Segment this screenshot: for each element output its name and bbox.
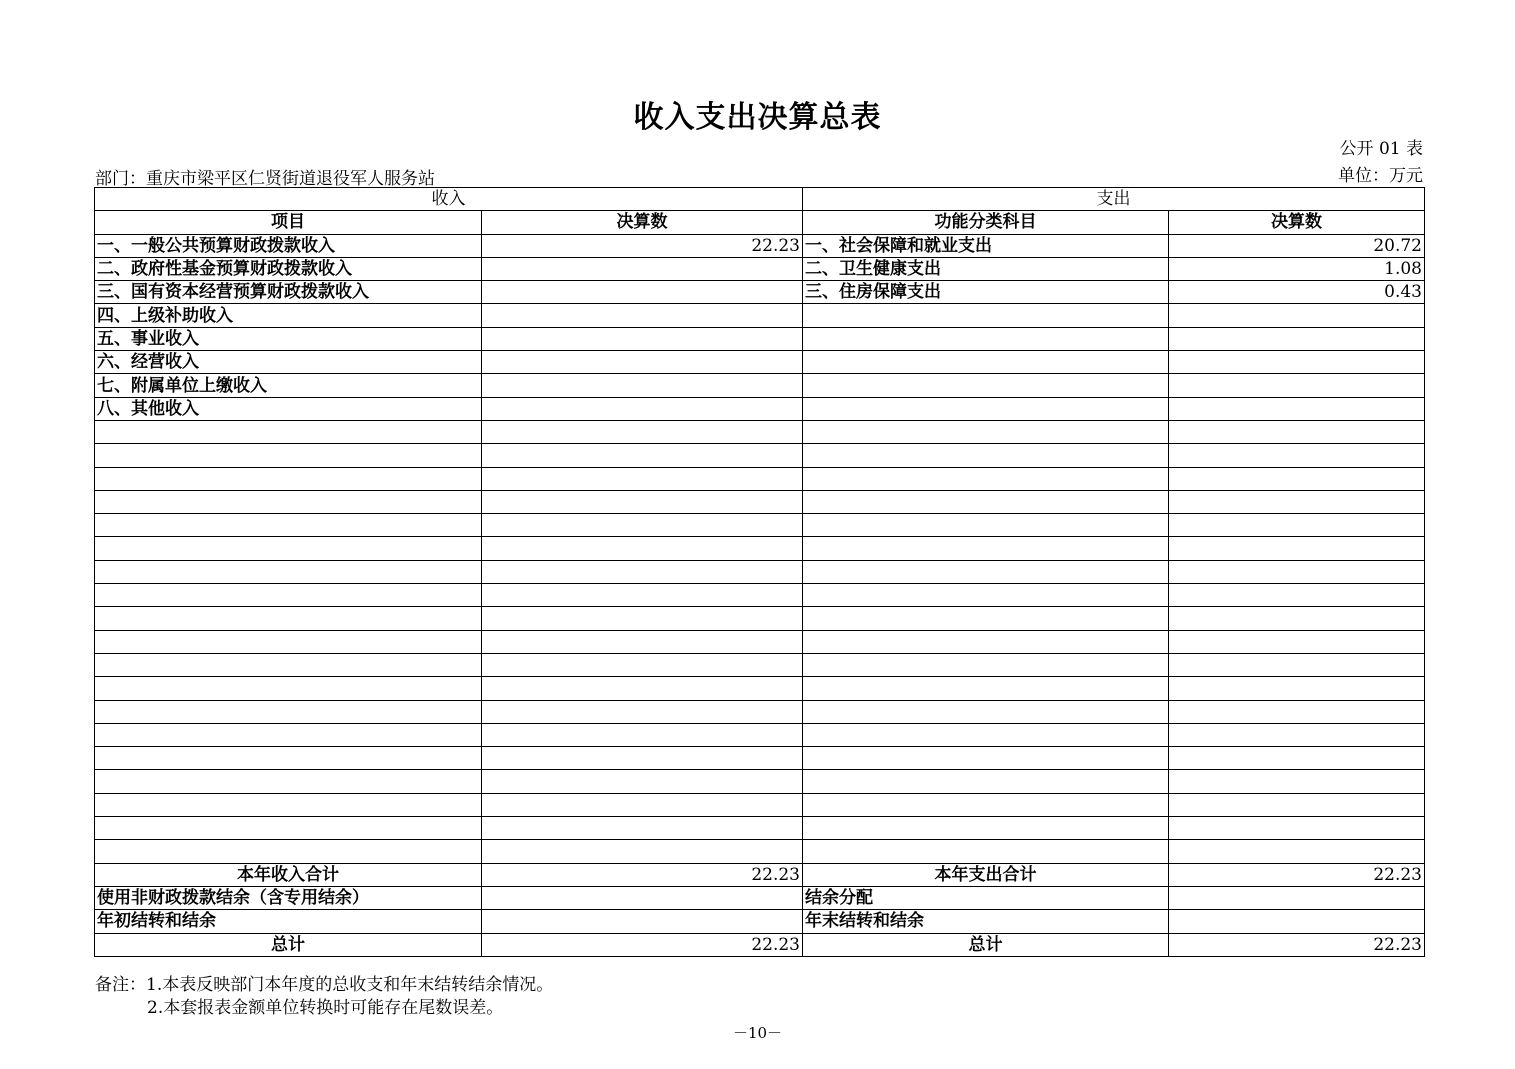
income-amount-cell xyxy=(482,257,803,280)
income-item-cell: 六、经营收入 xyxy=(95,351,482,374)
table-row xyxy=(95,770,1425,793)
table-row xyxy=(95,234,1425,257)
income-amount-cell xyxy=(482,747,803,770)
income-amount-cell xyxy=(482,723,803,746)
expense-amount-cell xyxy=(1169,467,1425,490)
income-amount-cell xyxy=(482,817,803,840)
note-line-2: 2.本套报表金额单位转换时可能存在尾数误差。 xyxy=(147,998,504,1018)
unit-label: 单位：万元 xyxy=(1338,166,1423,186)
income-amount-cell xyxy=(482,700,803,723)
expense-item-cell xyxy=(803,560,1169,583)
table-row xyxy=(95,257,1425,280)
table-row xyxy=(95,840,1425,863)
income-item-cell: 二、政府性基金预算财政拨款收入 xyxy=(95,257,482,280)
income-item-cell: 八、其他收入 xyxy=(95,397,482,420)
page-number: －10－ xyxy=(732,1024,783,1042)
income-item-cell: 五、事业收入 xyxy=(95,327,482,350)
expense-item-cell: 结余分配 xyxy=(803,886,1169,909)
expense-item-cell xyxy=(803,584,1169,607)
expense-item-cell: 年末结转和结余 xyxy=(803,910,1169,933)
income-amount-cell xyxy=(482,281,803,304)
income-amount-header: 决算数 xyxy=(482,211,803,234)
income-amount-cell xyxy=(482,420,803,443)
expense-amount-cell: 22.23 xyxy=(1169,863,1425,886)
expense-amount-cell: 20.72 xyxy=(1169,234,1425,257)
expense-item-cell xyxy=(803,747,1169,770)
income-amount-cell xyxy=(482,584,803,607)
income-item-cell xyxy=(95,467,482,490)
expense-amount-cell xyxy=(1169,700,1425,723)
income-expense-table xyxy=(94,187,1425,957)
income-item-cell xyxy=(95,817,482,840)
expense-amount-cell xyxy=(1169,351,1425,374)
expense-item-cell xyxy=(803,840,1169,863)
income-item-cell xyxy=(95,653,482,676)
income-item-cell: 使用非财政拨款结余（含专用结余） xyxy=(95,886,482,909)
income-item-cell xyxy=(95,747,482,770)
income-item-cell: 七、附属单位上缴收入 xyxy=(95,374,482,397)
expense-amount-cell xyxy=(1169,584,1425,607)
expense-item-cell xyxy=(803,537,1169,560)
income-amount-cell xyxy=(482,630,803,653)
summary-row xyxy=(95,933,1425,956)
table-row xyxy=(95,700,1425,723)
expense-item-cell: 二、卫生健康支出 xyxy=(803,257,1169,280)
table-row xyxy=(95,607,1425,630)
income-amount-cell: 22.23 xyxy=(482,234,803,257)
table-row xyxy=(95,653,1425,676)
expense-section-header: 支出 xyxy=(803,188,1425,211)
table-row xyxy=(95,630,1425,653)
page-title: 收入支出决算总表 xyxy=(633,100,882,135)
income-amount-cell xyxy=(482,770,803,793)
income-amount-cell xyxy=(482,607,803,630)
income-amount-cell xyxy=(482,653,803,676)
income-amount-cell xyxy=(482,840,803,863)
table-row xyxy=(95,560,1425,583)
expense-amount-cell xyxy=(1169,444,1425,467)
expense-item-cell xyxy=(803,351,1169,374)
expense-item-cell xyxy=(803,677,1169,700)
expense-amount-cell xyxy=(1169,397,1425,420)
table-row xyxy=(95,490,1425,513)
income-item-cell: 四、上级补助收入 xyxy=(95,304,482,327)
income-amount-cell xyxy=(482,327,803,350)
notes xyxy=(95,974,553,1020)
income-item-cell xyxy=(95,444,482,467)
expense-item-cell xyxy=(803,700,1169,723)
expense-amount-cell xyxy=(1169,630,1425,653)
department-label: 部门：重庆市梁平区仁贤街道退役军人服务站 xyxy=(95,169,435,189)
expense-item-cell: 一、社会保障和就业支出 xyxy=(803,234,1169,257)
expense-item-cell: 三、住房保障支出 xyxy=(803,281,1169,304)
expense-amount-cell xyxy=(1169,677,1425,700)
expense-item-cell xyxy=(803,397,1169,420)
summary-row xyxy=(95,886,1425,909)
table-row xyxy=(95,304,1425,327)
note-line-1: 备注：1.本表反映部门本年度的总收支和年末结转结余情况。 xyxy=(95,975,554,995)
income-item-cell xyxy=(95,607,482,630)
income-amount-cell xyxy=(482,793,803,816)
table-row xyxy=(95,374,1425,397)
expense-amount-cell xyxy=(1169,723,1425,746)
expense-amount-cell xyxy=(1169,537,1425,560)
income-amount-cell xyxy=(482,677,803,700)
expense-amount-cell xyxy=(1169,886,1425,909)
income-item-cell xyxy=(95,537,482,560)
income-item-cell xyxy=(95,490,482,513)
income-amount-cell xyxy=(482,374,803,397)
column-header-row xyxy=(95,211,1425,234)
income-amount-cell: 22.23 xyxy=(482,933,803,956)
table-row xyxy=(95,281,1425,304)
income-section-header: 收入 xyxy=(95,188,803,211)
expense-amount-cell: 1.08 xyxy=(1169,257,1425,280)
expense-item-cell xyxy=(803,304,1169,327)
expense-amount-cell xyxy=(1169,374,1425,397)
expense-item-cell xyxy=(803,793,1169,816)
summary-row xyxy=(95,863,1425,886)
table-row xyxy=(95,351,1425,374)
income-amount-cell xyxy=(482,444,803,467)
income-item-cell: 一、一般公共预算财政拨款收入 xyxy=(95,234,482,257)
income-amount-cell xyxy=(482,560,803,583)
expense-item-cell xyxy=(803,420,1169,443)
table-row xyxy=(95,420,1425,443)
expense-amount-cell xyxy=(1169,747,1425,770)
expense-amount-cell: 22.23 xyxy=(1169,933,1425,956)
table-row xyxy=(95,397,1425,420)
income-item-cell xyxy=(95,840,482,863)
expense-amount-cell xyxy=(1169,420,1425,443)
expense-amount-cell xyxy=(1169,304,1425,327)
expense-amount-cell xyxy=(1169,514,1425,537)
table-row xyxy=(95,677,1425,700)
table-row xyxy=(95,747,1425,770)
table-row xyxy=(95,444,1425,467)
income-amount-cell xyxy=(482,351,803,374)
income-amount-cell xyxy=(482,886,803,909)
expense-item-cell xyxy=(803,630,1169,653)
expense-amount-cell xyxy=(1169,560,1425,583)
expense-item-cell xyxy=(803,467,1169,490)
expense-amount-cell xyxy=(1169,910,1425,933)
income-item-cell xyxy=(95,793,482,816)
expense-item-cell xyxy=(803,374,1169,397)
expense-amount-cell xyxy=(1169,793,1425,816)
expense-amount-cell xyxy=(1169,327,1425,350)
form-code: 公开 01 表 xyxy=(1339,139,1423,159)
income-amount-cell xyxy=(482,490,803,513)
table-row xyxy=(95,467,1425,490)
income-item-cell xyxy=(95,723,482,746)
expense-amount-header: 决算数 xyxy=(1169,211,1425,234)
income-item-cell xyxy=(95,560,482,583)
section-header-row xyxy=(95,188,1425,211)
income-item-cell xyxy=(95,514,482,537)
income-amount-cell xyxy=(482,467,803,490)
expense-item-cell xyxy=(803,770,1169,793)
income-amount-cell xyxy=(482,537,803,560)
expense-amount-cell: 0.43 xyxy=(1169,281,1425,304)
expense-item-cell xyxy=(803,327,1169,350)
table-row xyxy=(95,584,1425,607)
income-amount-cell xyxy=(482,910,803,933)
income-item-cell: 本年收入合计 xyxy=(95,863,482,886)
expense-item-cell: 本年支出合计 xyxy=(803,863,1169,886)
expense-amount-cell xyxy=(1169,490,1425,513)
expense-item-header: 功能分类科目 xyxy=(803,211,1169,234)
income-item-cell: 三、国有资本经营预算财政拨款收入 xyxy=(95,281,482,304)
expense-item-cell: 总计 xyxy=(803,933,1169,956)
table-row xyxy=(95,537,1425,560)
expense-amount-cell xyxy=(1169,840,1425,863)
income-item-cell xyxy=(95,770,482,793)
income-amount-cell xyxy=(482,397,803,420)
income-item-cell xyxy=(95,630,482,653)
income-amount-cell xyxy=(482,514,803,537)
expense-amount-cell xyxy=(1169,607,1425,630)
income-item-cell: 年初结转和结余 xyxy=(95,910,482,933)
income-amount-cell xyxy=(482,304,803,327)
expense-amount-cell xyxy=(1169,653,1425,676)
table-row xyxy=(95,514,1425,537)
expense-item-cell xyxy=(803,514,1169,537)
expense-item-cell xyxy=(803,490,1169,513)
income-item-header: 项目 xyxy=(95,211,482,234)
income-item-cell: 总计 xyxy=(95,933,482,956)
table-row xyxy=(95,817,1425,840)
income-item-cell xyxy=(95,677,482,700)
income-item-cell xyxy=(95,420,482,443)
expense-item-cell xyxy=(803,653,1169,676)
expense-item-cell xyxy=(803,444,1169,467)
expense-amount-cell xyxy=(1169,817,1425,840)
table-row xyxy=(95,723,1425,746)
expense-item-cell xyxy=(803,607,1169,630)
income-amount-cell: 22.23 xyxy=(482,863,803,886)
expense-amount-cell xyxy=(1169,770,1425,793)
table-row xyxy=(95,327,1425,350)
summary-row xyxy=(95,910,1425,933)
income-item-cell xyxy=(95,584,482,607)
income-item-cell xyxy=(95,700,482,723)
table-row xyxy=(95,793,1425,816)
expense-item-cell xyxy=(803,723,1169,746)
expense-item-cell xyxy=(803,817,1169,840)
